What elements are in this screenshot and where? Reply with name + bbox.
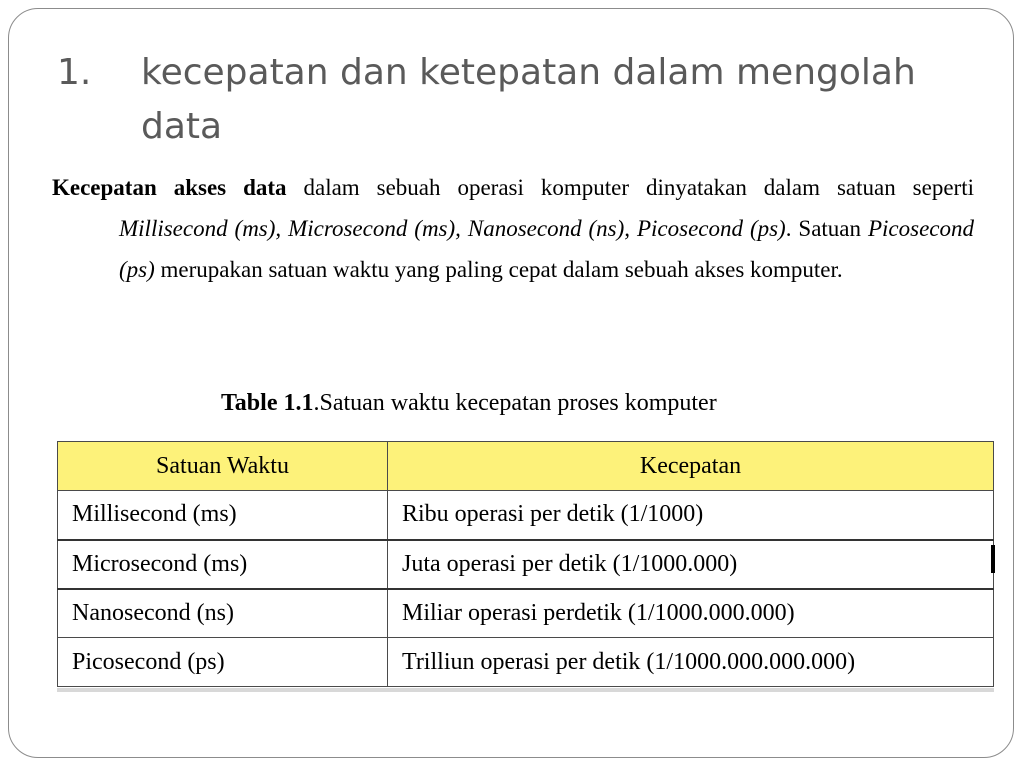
table-cell-speed: Ribu operasi per detik (1/1000) xyxy=(388,491,994,540)
paragraph-bold-lead: Kecepatan akses data xyxy=(52,175,287,200)
table-cell-unit: Microsecond (ms) xyxy=(58,540,388,589)
paragraph-italic-units: Millisecond (ms), Microsecond (ms), Nanosecond (ns), Picosecond (ps) xyxy=(119,216,786,241)
table-row xyxy=(58,638,994,687)
table-cell-speed: Juta operasi per detik (1/1000.000) xyxy=(388,540,994,589)
paragraph-part1: dalam sebuah operasi komputer dinyatakan dalam satuan seperti xyxy=(286,175,974,200)
table-cell-unit: Picosecond (ps) xyxy=(58,638,388,687)
table-shadow xyxy=(57,688,994,692)
title-text: kecepatan dan ketepatan dalam mengolah data xyxy=(141,52,916,147)
table-cell-unit: Nanosecond (ns) xyxy=(58,589,388,638)
table-cell-unit: Millisecond (ms) xyxy=(58,491,388,540)
paragraph-part2: . Satuan xyxy=(785,216,868,241)
table-cell-speed: Trilliun operasi per detik (1/1000.000.000.000) xyxy=(388,638,994,687)
table-cell-speed: Miliar operasi perdetik (1/1000.000.000) xyxy=(388,589,994,638)
body-paragraph xyxy=(52,167,974,290)
header-kecepatan: Kecepatan xyxy=(388,442,994,491)
header-satuan-waktu: Satuan Waktu xyxy=(58,442,388,491)
caption-label: Table 1.1 xyxy=(221,390,314,416)
paragraph-part3: merupakan satuan waktu yang paling cepat dalam sebuah akses komputer. xyxy=(154,257,843,282)
table-caption xyxy=(221,390,717,417)
paragraph-italic-pico: Picosecond (ps) xyxy=(119,216,974,282)
table-row xyxy=(58,540,994,589)
title-number: 1. xyxy=(57,52,92,93)
slide-title xyxy=(57,46,987,154)
table-row xyxy=(58,491,994,540)
table-side-mark xyxy=(991,545,995,573)
table-header-row xyxy=(58,442,994,491)
table-row xyxy=(58,589,994,638)
table-container xyxy=(57,441,994,687)
caption-text: .Satuan waktu kecepatan proses komputer xyxy=(313,390,717,416)
time-units-table xyxy=(57,441,994,687)
